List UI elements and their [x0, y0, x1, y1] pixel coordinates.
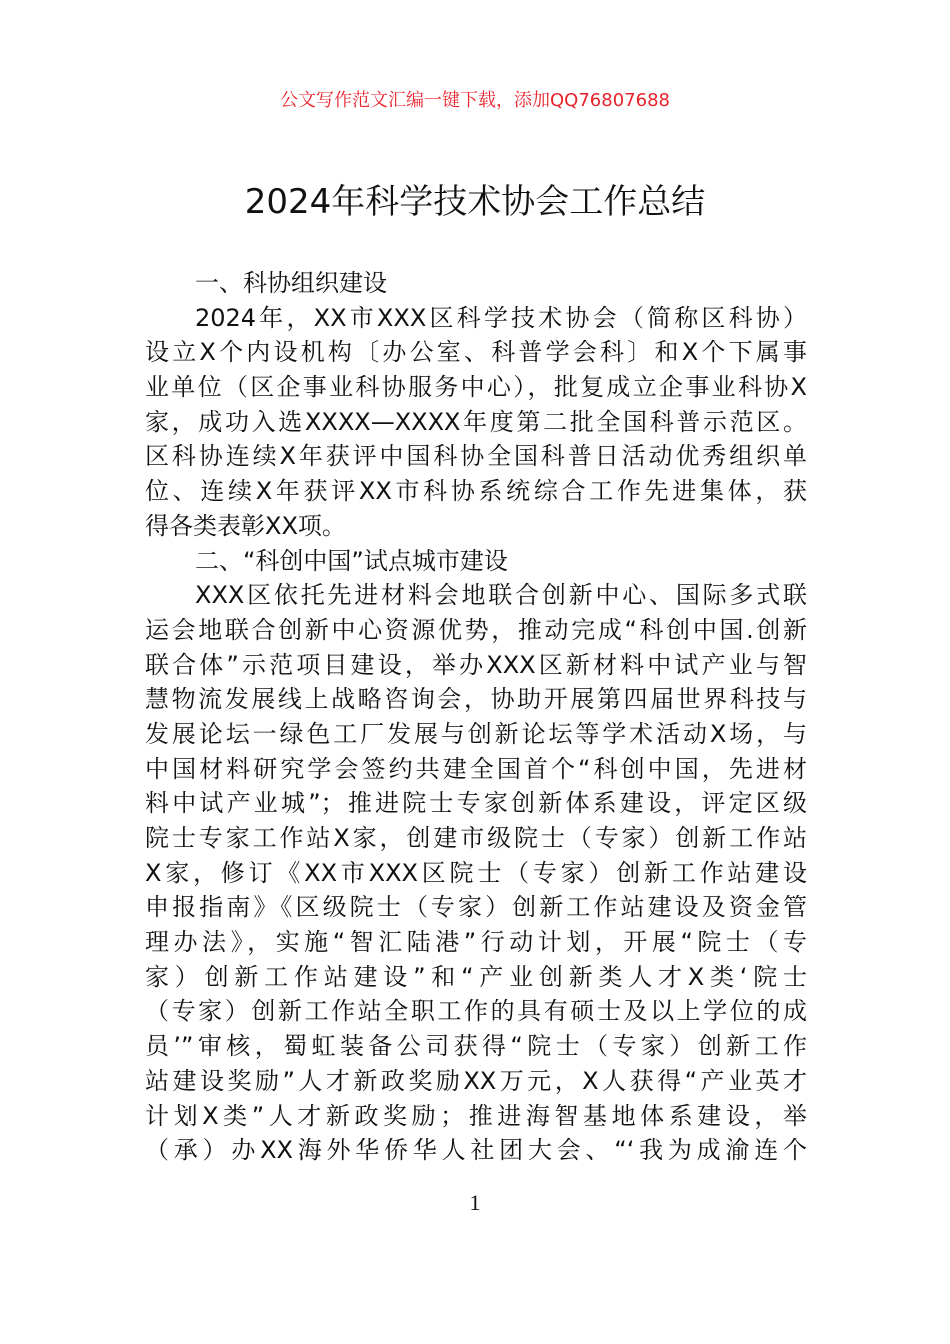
body-text-line: 设立X个内设机构〔办公室、科普学会科〕和X个下属事 — [145, 338, 807, 367]
body-text-line: 中国材料研究学会签约共建全国首个“科创中国，先进材 — [145, 754, 807, 783]
body-text-line: 慧物流发展线上战略咨询会，协助开展第四届世界科技与 — [145, 685, 807, 714]
body-text-line: 员’”审核，蜀虹装备公司获得“院士（专家）创新工作 — [145, 1032, 807, 1061]
section-heading: 一、科协组织建设 — [195, 269, 387, 297]
body-text-line: 2024年，XX市XXX区科学技术协会（简称区科协） — [195, 303, 807, 332]
body-text-line: 得各类表彰XX项。 — [145, 511, 346, 540]
body-text-line: 联合体”示范项目建设，举办XXX区新材料中试产业与智 — [145, 650, 807, 679]
body-text-line: 运会地联合创新中心资源优势，推动完成“科创中国.创新 — [145, 615, 807, 644]
watermark-banner: 公文写作范文汇编一键下载，添加QQ76807688 — [280, 90, 670, 111]
body-text-line: 申报指南》《区级院士（专家）创新工作站建设及资金管 — [145, 893, 807, 922]
body-text-line: 发展论坛一绿色工厂发展与创新论坛等学术活动X场，与 — [145, 719, 807, 748]
body-text-line: 区科协连续X年获评中国科协全国科普日活动优秀组织单 — [145, 442, 807, 471]
body-text-line: XXX区依托先进材料会地联合创新中心、国际多式联 — [195, 581, 807, 610]
body-text-line: 计划X类”人才新政奖励；推进海智基地体系建设，举 — [145, 1101, 807, 1130]
document-body — [145, 266, 807, 1168]
page-number: 1 — [469, 1190, 481, 1215]
body-text-line: 家）创新工作站建设”和“产业创新类人才X类‘院士 — [145, 962, 807, 991]
body-text-line: （专家）创新工作站全职工作的具有硕士及以上学位的成 — [145, 997, 807, 1026]
body-text-line: 业单位（区企事业科协服务中心），批复成立企事业科协X — [145, 373, 807, 402]
body-text-line: 站建设奖励”人才新政奖励XX万元，X人获得“产业英才 — [145, 1066, 807, 1095]
section-heading: 二、“科创中国”试点城市建设 — [195, 546, 508, 575]
body-text-line: 家，成功入选XXXX—XXXX年度第二批全国科普示范区。 — [145, 407, 807, 436]
body-text-line: 料中试产业城”；推进院士专家创新体系建设，评定区级 — [145, 789, 807, 818]
body-text-line: （承）办XX海外华侨华人社团大会、“‘我为成渝连个 — [145, 1136, 807, 1165]
body-text-line: 位、连续X年获评XX市科协系统综合工作先进集体，获 — [145, 477, 807, 506]
body-text-line: 理办法》，实施“智汇陆港”行动计划，开展“院士（专 — [145, 928, 807, 957]
document-title: 2024年科学技术协会工作总结 — [244, 182, 706, 222]
body-text-line: 院士专家工作站X家，创建市级院士（专家）创新工作站 — [145, 824, 807, 852]
body-text-line: X家，修订《XX市XXX区院士（专家）创新工作站建设 — [145, 858, 807, 887]
